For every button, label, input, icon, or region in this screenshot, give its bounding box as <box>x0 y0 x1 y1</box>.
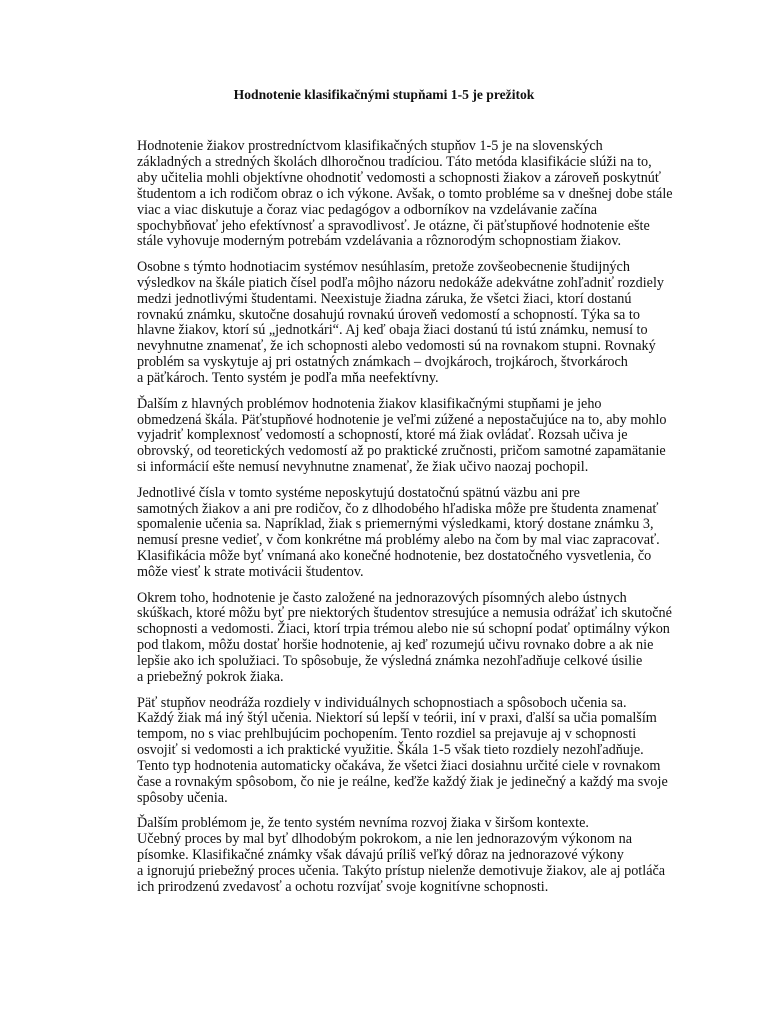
paragraph-line: nevyhnutne znamenať, že ich schopnosti alebo vedomosti sú na rovnakom stupni. Rovnaký <box>137 338 656 355</box>
paragraph-line: tempom, no s viac prehlbujúcim pochopením. Tento rozdiel sa prejavuje aj v schopnosti <box>137 726 637 743</box>
paragraph-line: si informácií ešte nemusí nevyhnutne znamenať, že žiak učivo naozaj pochopil. <box>137 459 589 476</box>
paragraph-line: spomalenie učenia sa. Napríklad, žiak s priemernými výsledkami, ktorý dostane známku 3, <box>137 516 654 533</box>
paragraph-line: Jednotlivé čísla v tomto systéme neposkytujú dostatočnú spätnú väzbu ani pre <box>137 484 580 501</box>
paragraph-line: stále vyhovuje moderným potrebám vzdelávania a rôznorodým schopnostiam žiakov. <box>137 233 622 250</box>
paragraph-line: spôsoby učenia. <box>137 789 228 806</box>
paragraph-line: osvojiť si vedomosti a ich praktické využitie. Škála 1-5 však tieto rozdiely nezohľadňuje. <box>137 742 644 759</box>
paragraph-line: medzi jednotlivými študentami. Neexistuje žiadna záruka, že všetci žiaci, ktorí dostanú <box>137 290 632 307</box>
paragraph <box>92 139 676 250</box>
paragraph-line: základných a stredných školách dlhoročnou tradíciou. Táto metóda klasifikácie slúži na to, <box>137 153 652 170</box>
paragraph-line: písomke. Klasifikačné známky však dávajú príliš veľký dôraz na jednorazové výkony <box>137 847 624 864</box>
paragraph-line: problém sa vyskytuje aj pri ostatných známkach – dvojkároch, trojkároch, štvorkároch <box>137 354 628 371</box>
paragraph-line: výsledkov na škále piatich čísel podľa môjho názoru nedokáže adekvátne zohľadniť rozdiely <box>137 274 664 291</box>
paragraph-line: Hodnotenie žiakov prostredníctvom klasifikačných stupňov 1-5 je na slovenských <box>137 138 603 154</box>
paragraph-line: samotných žiakov a ani pre rodičov, čo z dlhodobého hľadiska môže pre študenta znamenať <box>137 500 659 517</box>
paragraph-line: viac a viac diskutuje a čoraz viac pedagógov a odborníkov na vzdelávanie začína <box>137 201 598 218</box>
paragraph-line: a ignorujú priebežný proces učenia. Takýto prístup nielenže demotivuje žiakov, ale aj potláča <box>137 863 666 880</box>
paragraph <box>92 816 676 896</box>
paragraph-line: spochybňovať jeho efektívnosť a spravodlivosť. Je otázne, či päťstupňové hodnotenie ešte <box>137 217 650 234</box>
paragraph-line: študentom a ich rodičom obraz o ich výkone. Avšak, o tomto probléme sa v dnešnej dobe stále <box>137 185 673 202</box>
paragraph-line: a priebežný pokrok žiaka. <box>137 669 284 686</box>
paragraph-line: Klasifikácia môže byť vnímaná ako konečné hodnotenie, bez dostatočného vysvetlenia, čo <box>137 548 652 565</box>
paragraph-line: môže viesť k strate motivácii študentov. <box>137 564 364 581</box>
paragraph-line: skúškach, ktoré môžu byť pre niektorých študentov stresujúce a nemusia odrážať ich skutočné <box>137 605 672 622</box>
paragraph-line: obmedzená škála. Päťstupňové hodnotenie je veľmi zúžené a nepostačujúce na to, aby mohlo <box>137 411 667 428</box>
paragraph-line: Tento typ hodnotenia automaticky očakáva, že všetci žiaci dosiahnu určité ciele v rovnakom <box>137 758 661 775</box>
document-title: Hodnotenie klasifikačnými stupňami 1-5 je prežitok <box>233 87 535 102</box>
paragraph-line: lepšie ako ich spolužiaci. To spôsobuje, že výsledná známka nezohľadňuje celkové úsilie <box>137 653 643 670</box>
paragraph-line: Ďalším z hlavných problémov hodnotenia žiakov klasifikačnými stupňami je jeho <box>137 395 602 412</box>
paragraph-line: obrovský, od teoretických vedomostí až po praktické zručnosti, pričom samotné zapamätanie <box>137 443 666 460</box>
paragraph <box>92 397 676 477</box>
paragraph-line: schopnosti a vedomosti. Žiaci, ktorí trpia trémou alebo nie sú schopní podať optimálny výkon <box>137 621 670 638</box>
paragraph-line: Päť stupňov neodráža rozdiely v individuálnych schopnostiach a spôsoboch učenia sa. <box>137 694 627 711</box>
paragraph-line: Učebný proces by mal byť dlhodobým pokrokom, a nie len jednorazovým výkonom na <box>137 831 633 848</box>
paragraph-line: Ďalším problémom je, že tento systém nevníma rozvoj žiaka v širšom kontexte. <box>137 815 589 832</box>
paragraph-line: Osobne s týmto hodnotiacim systémov nesúhlasím, pretože zovšeobecnenie študijných <box>137 258 630 275</box>
paragraph-line: vyjadriť komplexnosť vedomostí a schopností, ktoré má žiak ovládať. Rozsah učiva je <box>137 427 628 444</box>
paragraph <box>92 696 676 807</box>
document-body <box>92 139 676 905</box>
paragraph-line: Každý žiak má iný štýl učenia. Niektorí sú lepší v teórii, iní v praxi, ďalší sa učia pomalším <box>137 710 657 727</box>
paragraph-line: pod tlakom, môžu dostať horšie hodnotenie, aj keď rozumejú učivu rovnako dobre a ak nie <box>137 637 654 654</box>
paragraph-line: Okrem toho, hodnotenie je často založené na jednorazových písomných alebo ústnych <box>137 589 627 606</box>
paragraph <box>92 591 676 686</box>
paragraph-line: rovnakú známku, skutočne dosahujú rovnakú úroveň vedomostí a schopností. Týka sa to <box>137 306 640 323</box>
paragraph-line: hlavne žiakov, ktorí sú „jednotkári“. Aj keď obaja žiaci dostanú tú istú známku, nemusí to <box>137 322 648 339</box>
paragraph <box>92 486 676 581</box>
paragraph-line: ich prirodzenú zvedavosť a ochotu rozvíjať svoje kognitívne schopnosti. <box>137 878 549 895</box>
paragraph-line: čase a rovnakým spôsobom, čo nie je reálne, keďže každý žiak je jedinečný a každý ma svoje <box>137 774 668 791</box>
paragraph <box>92 260 676 387</box>
paragraph-line: aby učitelia mohli objektívne ohodnotiť vedomosti a schopnosti žiakov a zároveň poskytnúť <box>137 169 661 186</box>
paragraph-line: a päťkároch. Tento systém je podľa mňa neefektívny. <box>137 370 439 387</box>
paragraph-line: nemusí presne vedieť, v čom konkrétne má problémy alebo na čom by mal viac zapracovať. <box>137 532 660 549</box>
